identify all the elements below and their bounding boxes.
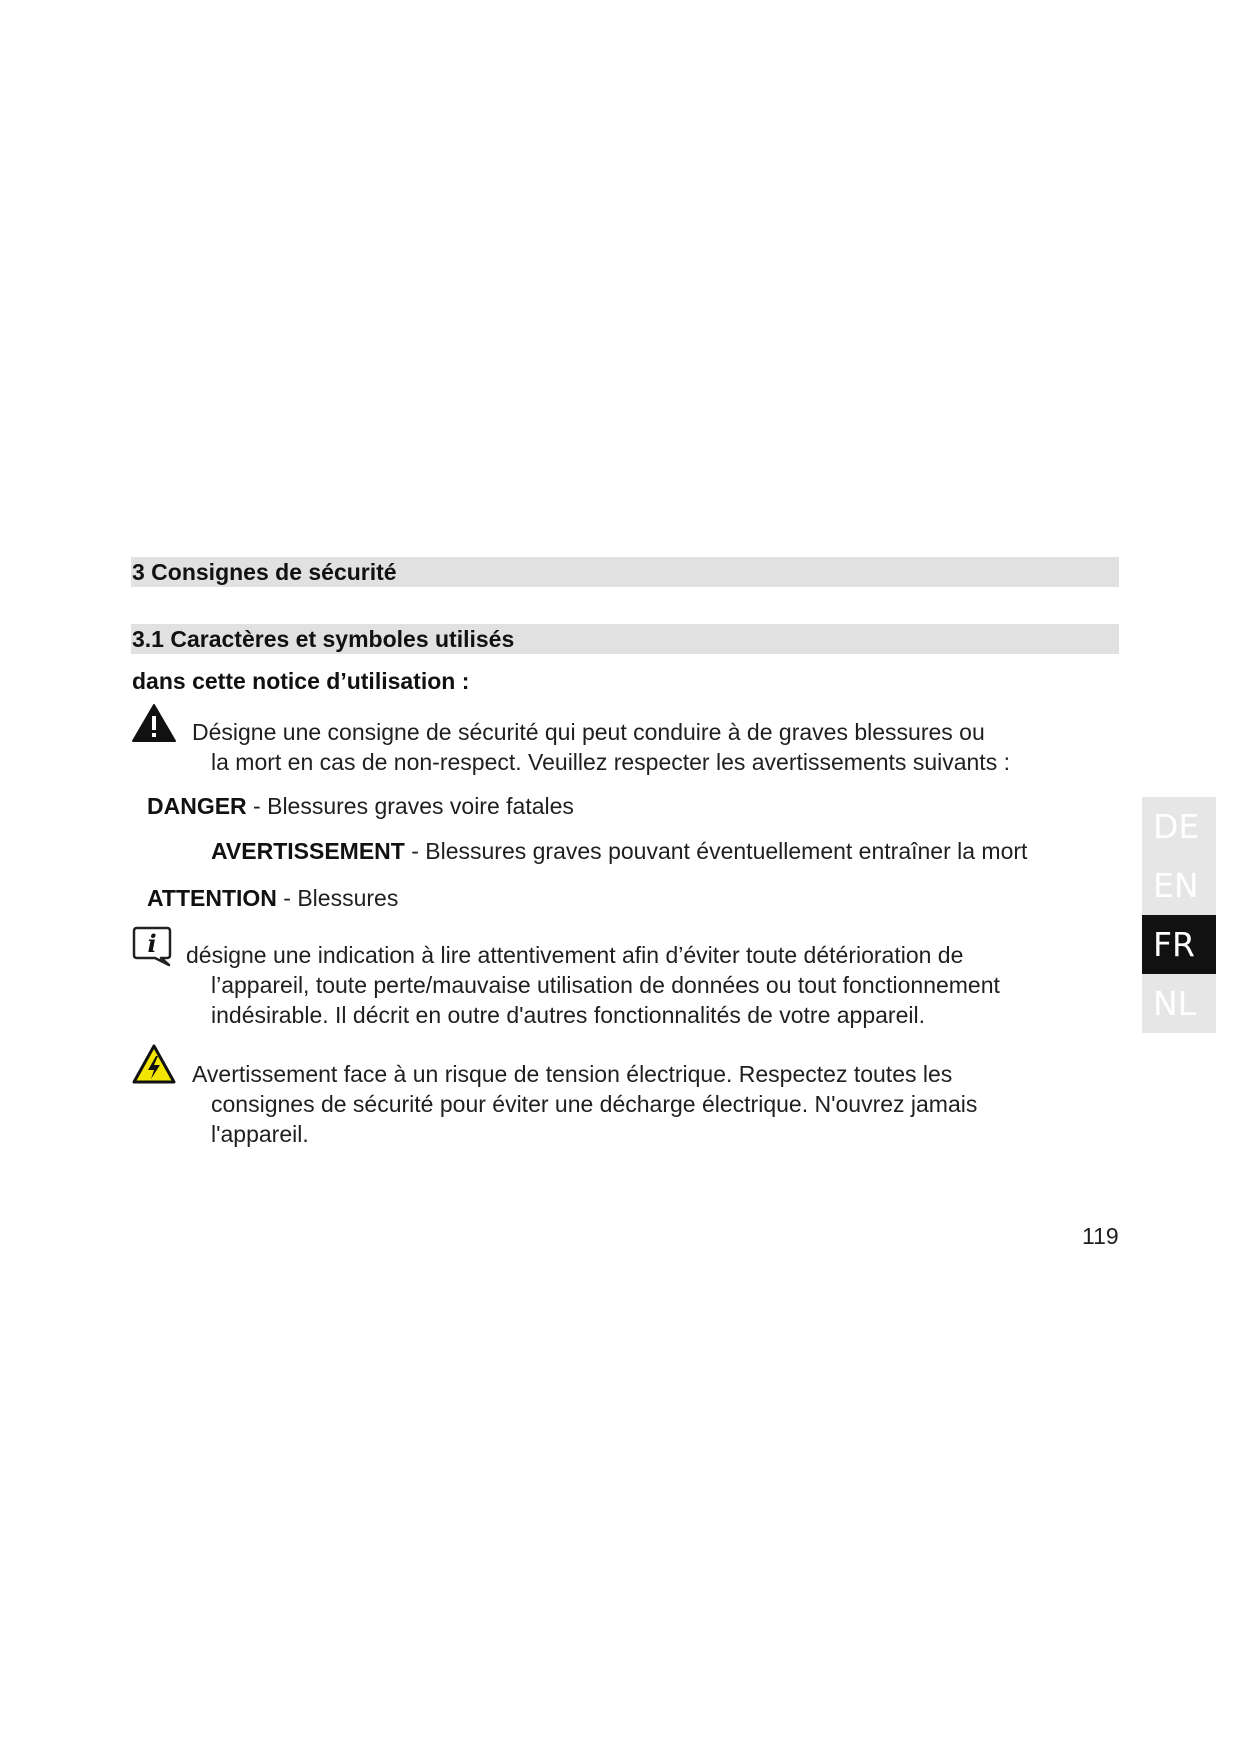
warning-description-line2: la mort en cas de non-respect. Veuillez respecter les avertissements suivants : — [211, 749, 1010, 775]
warning-triangle-icon — [131, 703, 177, 743]
info-description-line2: l’appareil, toute perte/mauvaise utilisation de données ou tout fonctionnement — [211, 972, 1000, 998]
electric-description-line3: l'appareil. — [211, 1121, 309, 1147]
avertissement-term: AVERTISSEMENT — [211, 838, 405, 864]
svg-text:i: i — [147, 929, 157, 958]
lang-tab-nl[interactable]: NL — [1142, 974, 1216, 1033]
electric-description-line1: Avertissement face à un risque de tension électrique. Respectez toutes les — [192, 1061, 953, 1087]
lang-tab-fr[interactable]: FR — [1142, 915, 1216, 974]
avertissement-text: - Blessures graves pouvant éventuellement entraîner la mort — [404, 838, 1028, 864]
language-tabs — [1142, 797, 1216, 1033]
info-description-line1: désigne une indication à lire attentivement afin d’éviter toute détérioration de — [186, 942, 964, 968]
attention-term: ATTENTION — [147, 885, 277, 911]
danger-level — [147, 793, 574, 820]
attention-level — [147, 885, 398, 912]
lang-tab-de[interactable]: DE — [1142, 797, 1216, 856]
section-title: 3 Consignes de sécurité — [132, 559, 397, 585]
electric-hazard-icon — [131, 1043, 177, 1085]
danger-term: DANGER — [147, 793, 247, 819]
section-heading — [131, 557, 1119, 587]
subsection-heading — [131, 624, 1119, 654]
danger-text: - Blessures graves voire fatales — [246, 793, 574, 819]
subsection-title: 3.1 Caractères et symboles utilisés — [132, 626, 515, 652]
attention-text: - Blessures — [276, 885, 399, 911]
info-description — [186, 940, 1000, 1030]
lang-tab-en[interactable]: EN — [1142, 856, 1216, 915]
avertissement-level — [211, 838, 1027, 865]
warning-description — [192, 717, 1010, 777]
subsection-title-continued: dans cette notice d’utilisation : — [132, 668, 470, 694]
electric-description-line2: consignes de sécurité pour éviter une décharge électrique. N'ouvrez jamais — [211, 1091, 978, 1117]
electric-description — [192, 1059, 977, 1149]
page-number: 119 — [1082, 1223, 1119, 1249]
info-description-line3: indésirable. Il décrit en outre d'autres fonctionnalités de votre appareil. — [211, 1002, 925, 1028]
warning-description-line1: Désigne une consigne de sécurité qui peut conduire à de graves blessures ou — [192, 719, 985, 745]
info-icon — [131, 925, 173, 967]
